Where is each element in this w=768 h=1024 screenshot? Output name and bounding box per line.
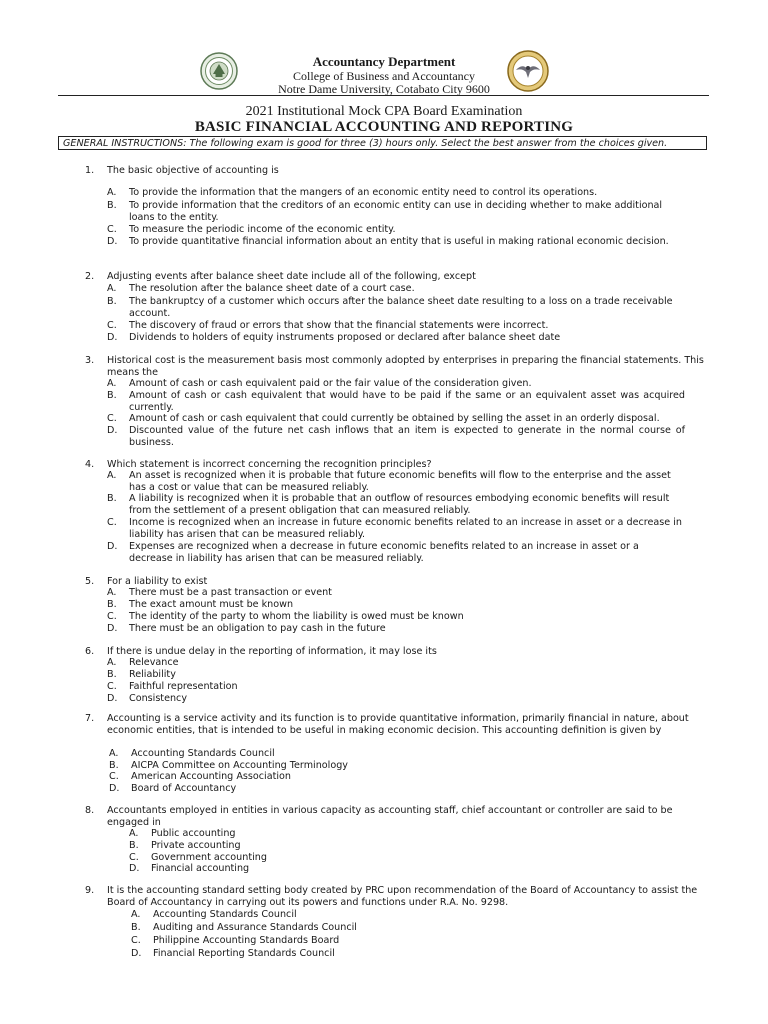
choice-text: The resolution after the balance sheet date of a court case. [129, 283, 415, 294]
choice-text: Public accounting [151, 828, 236, 839]
choice-text: The discovery of fraud or errors that show that the financial statements were incorrect. [129, 320, 549, 331]
exam-subject-title: BASIC FINANCIAL ACCOUNTING AND REPORTING [194, 119, 574, 135]
choice-letter: B. [107, 200, 117, 211]
department-name: Accountancy Department [312, 54, 456, 69]
choice-letter: A. [129, 828, 139, 839]
question-number: 8. [85, 805, 95, 816]
choice-text: To provide information that the creditors of an economic entity can use in deciding whether to make additional loans to the entity. [129, 200, 663, 223]
choice-text: The exact amount must be known [129, 599, 294, 610]
choice-letter: B. [107, 599, 117, 610]
choice-text: The identity of the party to whom the liability is owed must be known [129, 611, 464, 622]
question-number: 6. [85, 646, 95, 657]
choice-text: Auditing and Assurance Standards Council [153, 922, 357, 933]
choice-letter: D. [109, 783, 120, 794]
choice-letter: A. [107, 283, 117, 294]
question-number: 3. [85, 355, 95, 366]
choice-text: American Accounting Association [131, 771, 291, 782]
university-address: Notre Dame University, Cotabato City 9600 [278, 82, 490, 96]
choice-letter: C. [109, 771, 119, 782]
choice-text: Dividends to holders of equity instruments proposed or declared after balance sheet date [129, 332, 561, 343]
choice-letter: B. [107, 493, 117, 504]
choice-text: Amount of cash or cash equivalent that could currently be obtained by selling the asset in an orderly disposal. [129, 413, 660, 424]
choice-letter: D. [129, 863, 140, 874]
choice-text: Income is recognized when an increase in future economic benefits related to an increase in asset or a decrease in liability has arisen that can be measured reliably. [129, 517, 682, 540]
question-number: 7. [85, 713, 95, 724]
choice-text: There must be a past transaction or event [129, 587, 332, 598]
choice-letter: B. [107, 390, 117, 401]
choice-letter: C. [107, 320, 117, 331]
choice-text: There must be an obligation to pay cash in the future [129, 623, 386, 634]
choice-text: Amount of cash or cash equivalent paid or the fair value of the consideration given. [129, 378, 532, 389]
question-stem: Which statement is incorrect concerning the recognition principles? [107, 459, 432, 470]
choice-letter: A. [107, 587, 117, 598]
question-number: 2. [85, 271, 95, 282]
choice-letter: D. [107, 693, 118, 704]
choice-letter: C. [107, 517, 117, 528]
choice-letter: A. [107, 470, 117, 481]
choice-text: Relevance [129, 657, 179, 668]
choice-letter: C. [131, 935, 141, 946]
choice-text: Amount of cash or cash equivalent that would have to be paid if the same or an equivalent asset was acquired currently. [129, 390, 685, 413]
choice-letter: D. [107, 541, 118, 552]
choice-text: AICPA Committee on Accounting Terminology [131, 760, 348, 771]
choice-text: A liability is recognized when it is probable that an outflow of resources embodying economic benefits will result from the settlement of a present obligation that can measured reliably. [129, 493, 670, 516]
choice-letter: C. [107, 224, 117, 235]
question-stem: Accounting is a service activity and its function is to provide quantitative information, primarily financial in nature, about economic entities, that is intended to be useful in making economic decision. This accounting definition is given by [107, 713, 689, 736]
choice-letter: D. [107, 425, 118, 436]
choice-letter: D. [107, 332, 118, 343]
choice-text: Faithful representation [129, 681, 238, 692]
choice-letter: C. [107, 611, 117, 622]
question-stem: Adjusting events after balance sheet date include all of the following, except [107, 271, 476, 282]
question-stem: It is the accounting standard setting body created by PRC upon recommendation of the Board of Accountancy to assist the Board of Accountancy in carrying out its powers and functions under R.A. No. 9298. [107, 885, 698, 908]
choice-text: To measure the periodic income of the economic entity. [129, 224, 396, 235]
choice-letter: C. [129, 852, 139, 863]
question-number: 9. [85, 885, 95, 896]
choice-text: Government accounting [151, 852, 267, 863]
question-number: 5. [85, 576, 95, 587]
choice-letter: B. [107, 296, 117, 307]
question-stem: If there is undue delay in the reporting of information, it may lose its [107, 646, 437, 657]
choice-letter: A. [107, 657, 117, 668]
choice-letter: B. [131, 922, 141, 933]
choice-letter: B. [107, 669, 117, 680]
choice-text: Private accounting [151, 840, 241, 851]
choice-letter: D. [107, 236, 118, 247]
choice-text: The bankruptcy of a customer which occurs after the balance sheet date resulting to a loss on a trade receivable account. [129, 296, 673, 319]
choice-letter: A. [131, 909, 141, 920]
choice-text: Financial accounting [151, 863, 250, 874]
question-stem: For a liability to exist [107, 576, 208, 587]
choice-text: To provide quantitative financial information about an entity that is useful in making rational economic decision. [129, 236, 669, 247]
choice-text: Discounted value of the future net cash inflows that an item is expected to generate in the normal course of business. [129, 425, 685, 448]
choice-letter: D. [107, 623, 118, 634]
choice-text: To provide the information that the mangers of an economic entity need to control its operations. [129, 187, 598, 198]
choice-text: Reliability [129, 669, 176, 680]
choice-letter: A. [107, 378, 117, 389]
exam-year-line: 2021 Institutional Mock CPA Board Examination [245, 104, 523, 119]
choice-letter: B. [109, 760, 119, 771]
choice-letter: C. [107, 681, 117, 692]
choice-text: Board of Accountancy [131, 783, 237, 794]
question-number: 1. [85, 165, 95, 176]
choice-text: Accounting Standards Council [153, 909, 297, 920]
choice-text: Consistency [129, 693, 188, 704]
question-number: 4. [85, 459, 95, 470]
college-name: College of Business and Accountancy [293, 69, 475, 83]
question-stem: Accountants employed in entities in various capacity as accounting staff, chief accountant or controller are said to be engaged in [107, 805, 673, 828]
choice-letter: A. [109, 748, 119, 759]
question-stem: The basic objective of accounting is [107, 165, 279, 176]
choice-letter: B. [129, 840, 139, 851]
question-stem: Historical cost is the measurement basis most commonly adopted by enterprises in preparing the financial statements. This means the [107, 355, 704, 378]
choice-letter: C. [107, 413, 117, 424]
choice-text: An asset is recognized when it is probable that future economic benefits will flow to the enterprise and the asset has a cost or value that can be measured reliably. [129, 470, 671, 493]
choice-text: Accounting Standards Council [131, 748, 275, 759]
choice-letter: D. [131, 948, 142, 959]
choice-text: Financial Reporting Standards Council [153, 948, 335, 959]
choice-text: Expenses are recognized when a decrease in future economic benefits related to an increase in asset or a decrease in liability has arisen that can be measured reliably. [129, 541, 639, 564]
choice-letter: A. [107, 187, 117, 198]
choice-text: Philippine Accounting Standards Board [153, 935, 340, 946]
general-instructions: GENERAL INSTRUCTIONS: The following exam is good for three (3) hours only. Select the best answer from the choices given. [58, 136, 707, 150]
